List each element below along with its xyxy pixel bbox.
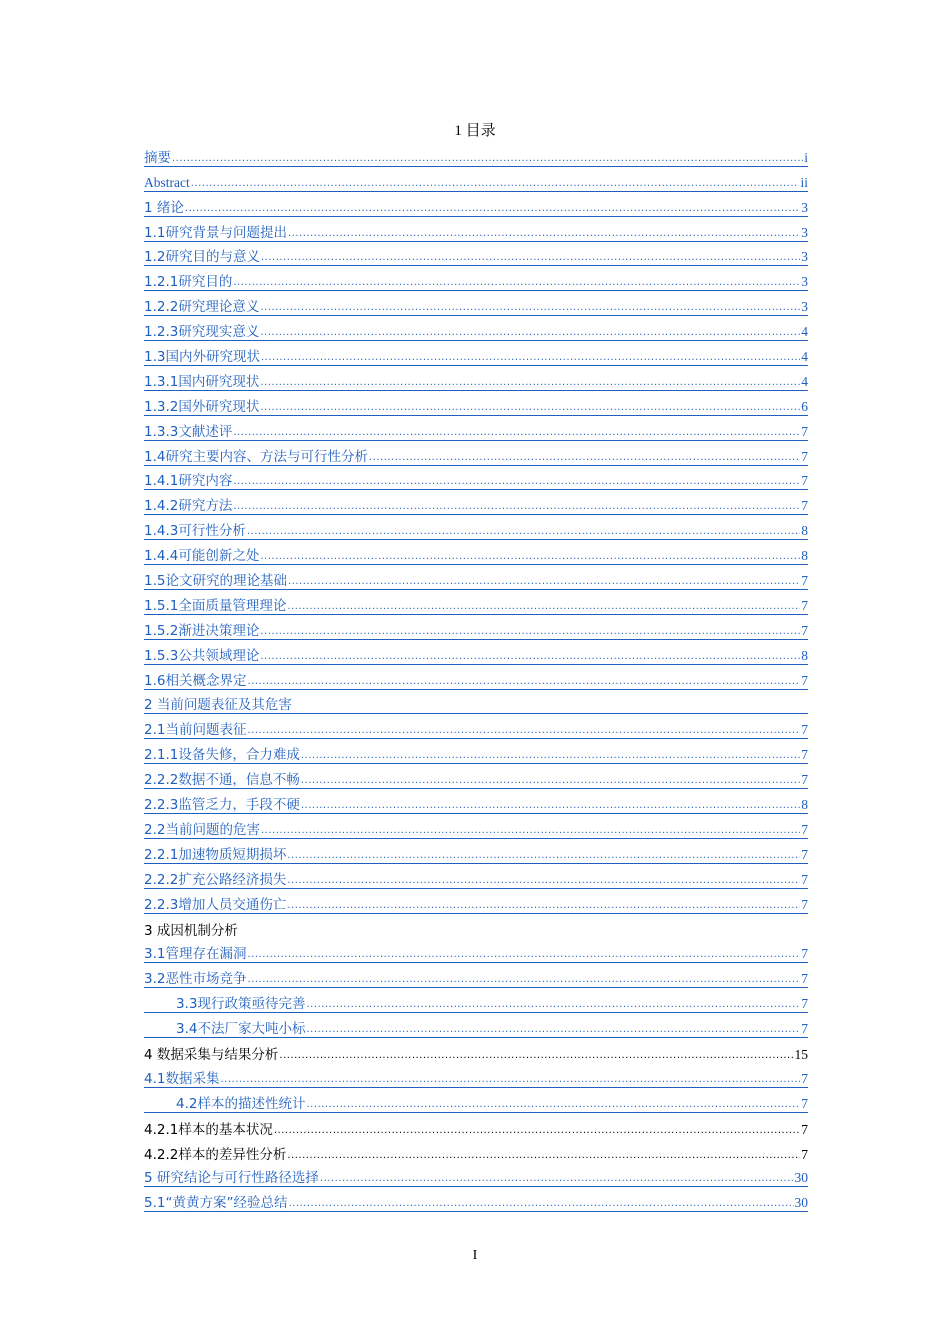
toc-entry-page-number: 7 — [801, 722, 808, 738]
toc-entry-page-number: 7 — [801, 971, 808, 987]
toc-entry-page-number: 15 — [794, 1046, 808, 1062]
toc-entry-label: 3 成因机制分析 — [144, 922, 238, 939]
toc-entry[interactable] — [144, 1063, 808, 1088]
toc-dot-leader — [274, 1124, 800, 1138]
toc-dot-leader — [288, 1197, 793, 1211]
toc-entry-page-number: 7 — [801, 1095, 808, 1111]
toc-entry-page-number: 7 — [801, 597, 808, 613]
toc-dot-leader — [185, 202, 800, 216]
toc-entry-page-number: i — [804, 149, 808, 165]
toc-dot-leader — [220, 1073, 800, 1087]
toc-dot-leader — [288, 575, 800, 589]
toc-entry[interactable] — [144, 739, 808, 764]
toc-entry[interactable] — [144, 142, 808, 167]
toc-entry-page-number: 7 — [801, 1070, 808, 1086]
toc-dot-leader — [287, 899, 800, 913]
toc-entry-page-number: 7 — [801, 622, 808, 638]
toc-dot-leader — [301, 799, 800, 813]
toc-entry[interactable] — [144, 466, 808, 491]
toc-entry-label: 2.1当前问题表征 — [144, 722, 247, 739]
toc-title: 1 目录 — [454, 123, 496, 139]
toc-entry-page-number: 7 — [801, 896, 808, 912]
toc-entry[interactable] — [144, 690, 808, 715]
toc-entry[interactable] — [144, 1187, 808, 1212]
toc-entry-label: 2 当前问题表征及其危害 — [144, 697, 292, 714]
toc-entry[interactable] — [144, 590, 808, 615]
toc-entry[interactable] — [144, 839, 808, 864]
toc-dot-leader — [260, 301, 800, 315]
toc-entry-page-number: 8 — [801, 523, 808, 539]
toc-dot-leader — [172, 152, 803, 166]
toc-entry-label: 1.6相关概念界定 — [144, 672, 247, 689]
toc-dot-leader — [247, 973, 800, 987]
toc-entry-label: 1.4研究主要内容、方法与可行性分析 — [144, 448, 368, 465]
toc-entry[interactable] — [144, 490, 808, 515]
toc-entry-page-number: 7 — [801, 946, 808, 962]
toc-entry-label: 4.2.2样本的差异性分析 — [144, 1146, 287, 1163]
toc-entry-label: 2.2.3增加人员交通伤亡 — [144, 896, 287, 913]
toc-entry-page-number: 3 — [801, 274, 808, 290]
toc-entry-label: 1.4.3可行性分析 — [144, 523, 246, 540]
toc-entry-label: 1.5论文研究的理论基础 — [144, 573, 287, 590]
toc-entry-page-number: 4 — [801, 324, 808, 340]
toc-dot-leader — [287, 600, 800, 614]
toc-entry-label: 3.1管理存在漏洞 — [144, 946, 247, 963]
toc-entry-label: 4.2样本的描述性统计 — [176, 1095, 306, 1112]
toc-entry-label: 2.1.1设备失修，合力难成 — [144, 747, 300, 764]
toc-entry-label: 1 绪论 — [144, 199, 184, 216]
page-number-footer: I — [472, 1248, 478, 1263]
toc-entry[interactable] — [144, 217, 808, 242]
toc-entry-label: 4.2.1样本的基本状况 — [144, 1121, 273, 1138]
toc-entry-label: 1.2.1研究目的 — [144, 274, 233, 291]
toc-entry-label: 5.1“黄黄方案”经验总结 — [144, 1195, 288, 1212]
toc-dot-leader — [369, 451, 800, 465]
toc-dot-leader — [260, 326, 800, 340]
toc-entry-page-number: 7 — [801, 747, 808, 763]
toc-entry[interactable] — [144, 789, 808, 814]
toc-entry-page-number: 8 — [801, 797, 808, 813]
toc-dot-leader — [233, 475, 800, 489]
toc-entry-label: 1.4.4可能创新之处 — [144, 548, 260, 565]
toc-entry[interactable] — [144, 266, 808, 291]
toc-entry — [144, 1038, 808, 1063]
toc-entry-label: 2.2.2扩充公路经济损失 — [144, 871, 287, 888]
toc-entry-label: 1.4.2研究方法 — [144, 498, 233, 515]
toc-dot-leader — [261, 351, 800, 365]
toc-entry-label: 2.2当前问题的危害 — [144, 821, 260, 838]
toc-entry-page-number: 3 — [801, 249, 808, 265]
toc-entry-label: 4 数据采集与结果分析 — [144, 1046, 279, 1063]
toc-entry-label: 1.5.2渐进决策理论 — [144, 622, 260, 639]
toc-entry-page-number: 7 — [801, 1021, 808, 1037]
toc-dot-leader — [279, 1049, 793, 1063]
toc-entry-page-number: 4 — [801, 349, 808, 365]
toc-entry[interactable] — [144, 192, 808, 217]
toc-entry-label: 1.3.2国外研究现状 — [144, 398, 260, 415]
toc-entry-page-number: 7 — [801, 448, 808, 464]
toc-entry[interactable] — [144, 1088, 808, 1113]
toc-dot-leader — [306, 998, 800, 1012]
toc-entry-label: 1.2研究目的与意义 — [144, 249, 260, 266]
toc-entry-label: 3.3现行政策亟待完善 — [176, 996, 306, 1013]
toc-dot-leader — [260, 650, 800, 664]
toc-entry[interactable] — [144, 889, 808, 914]
toc-entry[interactable] — [144, 391, 808, 416]
toc-entry[interactable] — [144, 316, 808, 341]
toc-entry-page-number: 3 — [801, 224, 808, 240]
toc-entry-page-number: 30 — [794, 1170, 808, 1186]
toc-entry-page-number: 7 — [801, 1146, 808, 1162]
toc-dot-leader — [287, 874, 800, 888]
toc-entry-page-number: 7 — [801, 573, 808, 589]
toc-dot-leader — [301, 774, 800, 788]
toc-entry[interactable] — [144, 615, 808, 640]
toc-entry-label: 4.1数据采集 — [144, 1070, 220, 1087]
toc-entry[interactable] — [144, 764, 808, 789]
toc-dot-leader — [247, 675, 800, 689]
toc-entry-page-number: 3 — [801, 199, 808, 215]
toc-entry-page-number: 7 — [801, 473, 808, 489]
toc-dot-leader — [233, 426, 800, 440]
toc-entry[interactable] — [144, 1013, 808, 1038]
toc-entry[interactable] — [144, 441, 808, 466]
toc-entry-label: 3.2恶性市场竞争 — [144, 971, 247, 988]
toc-entry-page-number: ii — [800, 174, 808, 190]
toc-entry-label: 1.3.1国内研究现状 — [144, 373, 260, 390]
toc-entry-page-number: 7 — [801, 672, 808, 688]
toc-entry-label: 1.5.3公共领域理论 — [144, 647, 260, 664]
toc-dot-leader — [288, 227, 800, 241]
toc-entry[interactable] — [144, 1163, 808, 1188]
toc-entry[interactable] — [144, 814, 808, 839]
toc-entry-label: 1.3.3文献述评 — [144, 423, 233, 440]
toc-entry-page-number: 4 — [801, 373, 808, 389]
toc-dot-leader — [233, 276, 800, 290]
toc-entry-page-number: 6 — [801, 398, 808, 414]
toc-entry-label: Abstract — [144, 174, 190, 190]
toc-entry-label: 3.4不法厂家大吨小标 — [176, 1021, 306, 1038]
toc-dot-leader — [260, 376, 800, 390]
table-of-contents — [144, 142, 808, 1212]
toc-dot-leader — [287, 849, 800, 863]
toc-entry — [144, 1138, 808, 1163]
toc-entry-page-number: 30 — [794, 1195, 808, 1211]
toc-dot-leader — [261, 824, 800, 838]
toc-entry[interactable] — [144, 864, 808, 889]
toc-entry-label: 5 研究结论与可行性路径选择 — [144, 1170, 319, 1187]
toc-entry-page-number: 3 — [801, 299, 808, 315]
toc-entry-page-number: 7 — [801, 1121, 808, 1137]
toc-entry-page-number: 7 — [801, 498, 808, 514]
toc-dot-leader — [301, 749, 800, 763]
toc-entry-label: 1.4.1研究内容 — [144, 473, 233, 490]
toc-dot-leader — [287, 1149, 800, 1163]
toc-entry-label: 1.5.1全面质量管理理论 — [144, 597, 287, 614]
toc-dot-leader — [260, 401, 800, 415]
toc-entry-page-number: 7 — [801, 423, 808, 439]
toc-entry-page-number: 7 — [801, 772, 808, 788]
toc-entry[interactable] — [144, 963, 808, 988]
toc-entry[interactable] — [144, 665, 808, 690]
toc-dot-leader — [247, 724, 800, 738]
toc-entry[interactable] — [144, 540, 808, 565]
toc-dot-leader — [320, 1172, 794, 1186]
toc-entry[interactable] — [144, 714, 808, 739]
toc-entry-page-number: 7 — [801, 821, 808, 837]
toc-entry[interactable] — [144, 341, 808, 366]
toc-entry[interactable] — [144, 242, 808, 267]
toc-entry[interactable] — [144, 939, 808, 964]
toc-entry-label: 1.3国内外研究现状 — [144, 349, 260, 366]
toc-dot-leader — [306, 1098, 800, 1112]
toc-entry-page-number: 7 — [801, 996, 808, 1012]
toc-dot-leader — [191, 177, 800, 191]
toc-dot-leader — [233, 500, 800, 514]
toc-entry — [144, 1113, 808, 1138]
toc-dot-leader — [306, 1023, 800, 1037]
toc-entry-page-number: 8 — [801, 647, 808, 663]
toc-entry[interactable] — [144, 565, 808, 590]
toc-entry-page-number: 7 — [801, 846, 808, 862]
toc-entry-page-number: 7 — [801, 871, 808, 887]
toc-entry[interactable] — [144, 366, 808, 391]
toc-entry[interactable] — [144, 515, 808, 540]
toc-entry[interactable] — [144, 416, 808, 441]
toc-entry-label: 2.2.3监管乏力，手段不硬 — [144, 797, 300, 814]
toc-dot-leader — [260, 550, 800, 564]
toc-entry-label: 2.2.1加速物质短期损坏 — [144, 846, 287, 863]
toc-entry-label: 1.2.2研究理论意义 — [144, 299, 260, 316]
toc-entry[interactable] — [144, 291, 808, 316]
toc-entry — [144, 914, 808, 939]
toc-dot-leader — [260, 625, 800, 639]
toc-dot-leader — [261, 251, 800, 265]
toc-dot-leader — [247, 525, 800, 539]
toc-entry-page-number: 8 — [801, 548, 808, 564]
toc-entry[interactable] — [144, 640, 808, 665]
toc-entry-label: 1.2.3研究现实意义 — [144, 324, 260, 341]
toc-entry-label: 摘要 — [144, 149, 171, 166]
toc-entry-label: 1.1研究背景与问题提出 — [144, 224, 287, 241]
toc-dot-leader — [247, 948, 800, 962]
toc-entry-label: 2.2.2数据不通，信息不畅 — [144, 772, 300, 789]
toc-entry[interactable] — [144, 988, 808, 1013]
toc-entry[interactable] — [144, 167, 808, 192]
